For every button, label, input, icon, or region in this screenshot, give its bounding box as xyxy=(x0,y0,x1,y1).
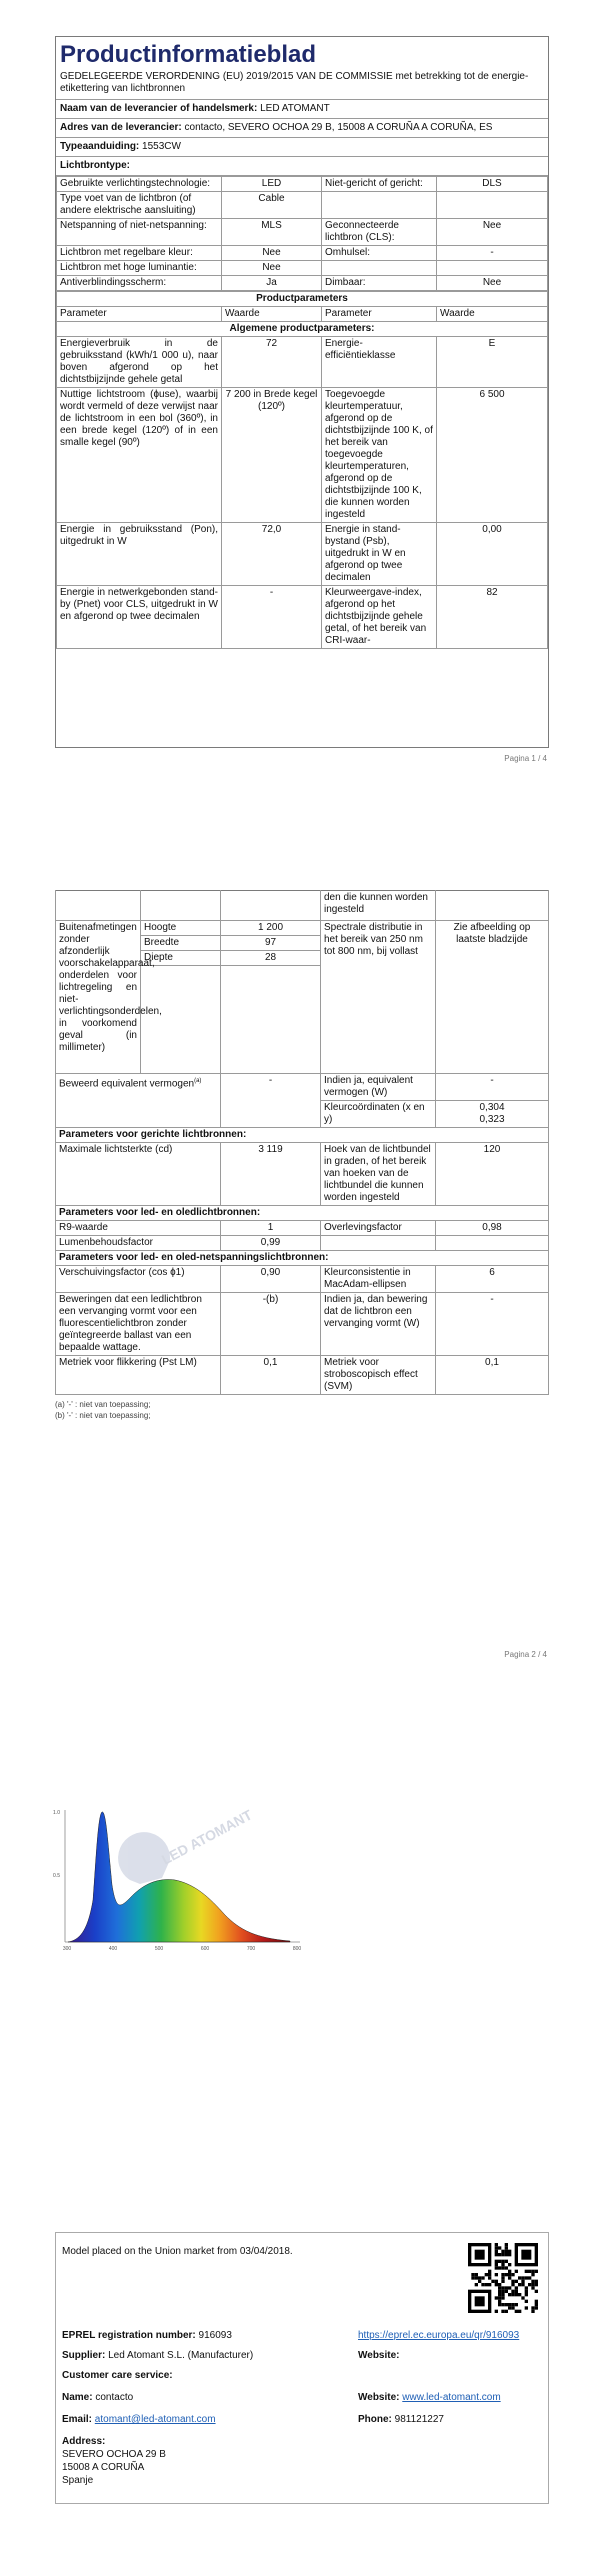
led-value-1: 0,98 xyxy=(436,1221,549,1236)
address-label-card: Address: xyxy=(62,2436,106,2447)
name-value: contacto xyxy=(95,2392,134,2403)
regulation-text: GEDELEGEERDE VERORDENING (EU) 2019/2015 VAN DE COMMISSIE met betrekking tot de energie-etikettering van lichtbronnen xyxy=(56,71,548,100)
footnotes xyxy=(55,1399,549,1421)
qr-code xyxy=(468,2243,538,2313)
net-value-1: 6 xyxy=(436,1266,549,1293)
general-cell: Energie in gebruiksstand (Pon), uitgedrukt in W xyxy=(57,523,222,586)
lightsource-cell: Niet-gericht of gericht: xyxy=(322,177,437,192)
general-cell: Energie-efficiëntieklasse xyxy=(322,337,437,388)
general-header: Algemene productparameters: xyxy=(57,322,548,337)
lightsource-cell: Nee xyxy=(437,276,548,291)
general-cell: 72,0 xyxy=(222,523,322,586)
lightsource-cell: DLS xyxy=(437,177,548,192)
net-param-3: Indien ja, dan bewering dat de lichtbron een vervanging vormt (W) xyxy=(321,1293,436,1356)
lightsource-row xyxy=(57,246,548,261)
equiv-label: Beweerd equivalent vermogen$^{(a)}$ xyxy=(56,1074,221,1128)
net-param-1: Kleurconsistentie in MacAdam-ellipsen xyxy=(321,1266,436,1293)
net-value-2: -(b) xyxy=(221,1293,321,1356)
lightsource-cell: LED xyxy=(222,177,322,192)
lightsource-row xyxy=(57,192,548,219)
spectral-value: Zie afbeelding op laatste bladzijde xyxy=(436,921,549,1074)
led-header: Parameters voor led- en oledlichtbronnen: xyxy=(56,1206,549,1221)
general-cell: Kleurweergave-index, afgerond op het dichtstbijzijnde gehele getal, of het bereik van CRI-waar- xyxy=(322,586,437,649)
dim-value-1: 97 xyxy=(221,936,321,951)
equiv-r-value: - xyxy=(436,1074,549,1101)
dir-value-1: 120 xyxy=(436,1143,549,1206)
x-tick-800: 800 xyxy=(292,1946,302,1952)
lightsource-header: Lichtbrontype: xyxy=(56,157,548,176)
col-header-waarde: Waarde xyxy=(222,307,322,322)
type-value: 1553CW xyxy=(142,141,181,152)
led-param-1: Overlevingsfactor xyxy=(321,1221,436,1236)
lightsource-cell: Nee xyxy=(222,246,322,261)
led-value-0: 1 xyxy=(221,1221,321,1236)
eprel-value: 916093 xyxy=(198,2330,232,2341)
general-row xyxy=(57,337,548,388)
website2-label: Website: xyxy=(358,2392,400,2403)
care-label: Customer care service: xyxy=(62,2370,173,2381)
net-header: Parameters voor led- en oled-netspanningslichtbronnen: xyxy=(56,1251,549,1266)
col-header-waarde-2: Waarde xyxy=(437,307,548,322)
lightsource-cell: Netspanning of niet-netspanning: xyxy=(57,219,222,246)
supplier-value: LED ATOMANT xyxy=(260,103,330,114)
general-cell: Energie in netwerkgebonden stand-by (Pnet) voor CLS, uitgedrukt in W en afgerond op twee decimalen xyxy=(57,586,222,649)
x-tick-400: 400 xyxy=(108,1946,118,1952)
dim-value-2: 28 xyxy=(221,951,321,966)
net-param-0: Verschuivingsfactor (cos ɸ1) xyxy=(56,1266,221,1293)
address-value: contacto, SEVERO OCHOA 29 B, 15008 A CORUÑA A CORUÑA, ES xyxy=(184,122,493,133)
directional-header: Parameters voor gerichte lichtbronnen: xyxy=(56,1128,549,1143)
continued-text: den die kunnen worden ingesteld xyxy=(321,891,436,921)
address-label: Adres van de leverancier: xyxy=(60,122,182,133)
lightsource-cell: Omhulsel: xyxy=(322,246,437,261)
lightsource-table xyxy=(56,176,548,291)
general-cell: E xyxy=(437,337,548,388)
led-value-2: 0,99 xyxy=(221,1236,321,1251)
x-tick-300: 300 xyxy=(62,1946,72,1952)
lightsource-cell: Gebruikte verlichtingstechnologie: xyxy=(57,177,222,192)
equiv-value: - xyxy=(221,1074,321,1128)
lightsource-cell xyxy=(322,192,437,219)
general-cell: 0,00 xyxy=(437,523,548,586)
general-cell: 7 200 in Brede kegel (120º) xyxy=(222,388,322,523)
equiv-r-label: Indien ja, equivalent vermogen (W) xyxy=(321,1074,436,1101)
supplier-row xyxy=(56,100,548,119)
lightsource-cell: Cable xyxy=(222,192,322,219)
net-param-4: Metriek voor flikkering (Pst LM) xyxy=(56,1356,221,1395)
net-value-4: 0,1 xyxy=(221,1356,321,1395)
col-header-parameter: Parameter xyxy=(57,307,222,322)
net-value-5: 0,1 xyxy=(436,1356,549,1395)
x-tick-500: 500 xyxy=(154,1946,164,1952)
supplier-label: Naam van de leverancier of handelsmerk: xyxy=(60,103,258,114)
lightsource-cell: Type voet van de lichtbron (of andere elektrische aansluiting) xyxy=(57,192,222,219)
address-block xyxy=(62,2435,166,2487)
type-label: Typeaanduiding: xyxy=(60,141,140,152)
phone-value: 981121227 xyxy=(394,2414,444,2425)
dim-label-2: Diepte xyxy=(141,951,221,966)
dim-label-1: Breedte xyxy=(141,936,221,951)
y-tick-1: 1.0 xyxy=(53,1810,60,1816)
address-row xyxy=(56,119,548,138)
coord-label: Kleurcoördinaten (x en y) xyxy=(321,1101,436,1128)
lightsource-cell: Ja xyxy=(222,276,322,291)
general-cell: 6 500 xyxy=(437,388,548,523)
page-number-2: Pagina 2 / 4 xyxy=(504,1650,547,1659)
phone-label: Phone: xyxy=(358,2414,392,2425)
website2-row xyxy=(358,2391,501,2404)
dir-param-1: Hoek van de lichtbundel in graden, of het bereik van hoeken van de lichtbundel die kunnen worden ingesteld xyxy=(321,1143,436,1206)
x-tick-600: 600 xyxy=(200,1946,210,1952)
footnote-a: (a) '-' : niet van toepassing; xyxy=(55,1400,151,1409)
general-cell: Nuttige lichtstroom (ɸuse), waarbij wordt vermeld of deze verwijst naar de lichtstroom in een bol (360º), in een brede kegel (120º) of in een smalle kegel (90º) xyxy=(57,388,222,523)
website-label: Website: xyxy=(358,2350,400,2361)
type-row xyxy=(56,138,548,157)
eprel-label: EPREL registration number: xyxy=(62,2330,196,2341)
spectrum-curve xyxy=(68,1812,290,1942)
card-supplier-value: Led Atomant S.L. (Manufacturer) xyxy=(108,2350,254,2361)
lightsource-cell: Nee xyxy=(222,261,322,276)
general-row xyxy=(57,523,548,586)
lightsource-cell xyxy=(437,261,548,276)
lightsource-cell: Nee xyxy=(437,219,548,246)
spectrum-chart xyxy=(0,1790,603,1960)
lightsource-cell: Lichtbron met hoge luminantie: xyxy=(57,261,222,276)
phone-row xyxy=(358,2413,444,2426)
dims-label: Buitenafmetingen zonder afzonderlijk voorschakelapparaat, onderdelen voor lichtregeling en niet-verlichtingsonderdelen, in voorkomend geval (in millimeter) xyxy=(56,921,141,1074)
lightsource-row xyxy=(57,261,548,276)
svg-text:LED ATOMANT: LED ATOMANT xyxy=(158,1806,255,1868)
y-tick-05: 0.5 xyxy=(53,1873,60,1879)
dim-value-0: 1 200 xyxy=(221,921,321,936)
dir-param-0: Maximale lichtsterkte (cd) xyxy=(56,1143,221,1206)
lightsource-cell xyxy=(322,261,437,276)
lightsource-cell: MLS xyxy=(222,219,322,246)
email-label: Email: xyxy=(62,2414,93,2425)
net-value-3: - xyxy=(436,1293,549,1356)
supplier-row-card xyxy=(62,2349,253,2362)
general-cell: Energie in stand-bystand (Psb), uitgedrukt in W en afgerond op twee decimalen xyxy=(322,523,437,586)
page-3-spectrum xyxy=(0,1790,603,1965)
name-row xyxy=(62,2391,133,2404)
led-param-0: R9-waarde xyxy=(56,1221,221,1236)
page2-table xyxy=(55,890,549,1395)
spectral-label: Spectrale distributie in het bereik van 250 nm tot 800 nm, bij vollast xyxy=(321,921,436,1074)
lightsource-cell: Dimbaar: xyxy=(322,276,437,291)
col-header-parameter-2: Parameter xyxy=(322,307,437,322)
dim-label-0: Hoogte xyxy=(141,921,221,936)
lightsource-row xyxy=(57,219,548,246)
page1-frame xyxy=(55,36,549,748)
net-param-2: Beweringen dat een ledlichtbron een vervanging vormt voor een fluorescentielichtbron zonder geïntegreerde ballast van een bepaalde wattage. xyxy=(56,1293,221,1356)
email-row xyxy=(62,2413,216,2426)
params-table xyxy=(56,291,548,649)
card-supplier-label: Supplier: xyxy=(62,2350,106,2361)
address-line-2: 15008 A CORUÑA xyxy=(62,2462,145,2473)
general-cell: 82 xyxy=(437,586,548,649)
eprel-card xyxy=(55,2232,549,2504)
led-param-2: Lumenbehoudsfactor xyxy=(56,1236,221,1251)
lightsource-cell: - xyxy=(437,246,548,261)
general-cell: - xyxy=(222,586,322,649)
placed-text: Model placed on the Union market from 03/04/2018. xyxy=(62,2246,293,2257)
lightsource-row xyxy=(57,276,548,291)
lightsource-cell xyxy=(437,192,548,219)
coord-values: 0,304 0,323 xyxy=(436,1101,549,1128)
address-line-3: Spanje xyxy=(62,2475,94,2486)
dir-value-0: 3 119 xyxy=(221,1143,321,1206)
footnote-b: (b) '-' : niet van toepassing; xyxy=(55,1411,151,1420)
address-line-1: SEVERO OCHOA 29 B xyxy=(62,2449,166,2460)
eprel-link[interactable]: https://eprel.ec.europa.eu/qr/916093 xyxy=(358,2330,520,2341)
net-value-0: 0,90 xyxy=(221,1266,321,1293)
page-title: Productinformatieblad xyxy=(60,41,317,68)
lightsource-cell: Lichtbron met regelbare kleur: xyxy=(57,246,222,261)
general-row xyxy=(57,586,548,649)
website-link[interactable]: www.led-atomant.com xyxy=(402,2392,501,2403)
email-link[interactable]: atomant@led-atomant.com xyxy=(94,2414,216,2425)
general-cell: Energieverbruik in de gebruiksstand (kWh/1 000 u), naar boven afgerond op het dichtstbijzijnde gehele getal xyxy=(57,337,222,388)
x-tick-700: 700 xyxy=(246,1946,256,1952)
lightsource-cell: Antiverblindingsscherm: xyxy=(57,276,222,291)
eprel-row xyxy=(62,2329,232,2342)
productparameters-header: Productparameters xyxy=(57,292,548,307)
general-cell: Toegevoegde kleurtemperatuur, afgerond op de dichtstbijzijnde 100 K, of het bereik van toegevoegde kleurtemperaturen, afgerond op de dichtstbijzijnde 100 K, die kunnen worden ingesteld xyxy=(322,388,437,523)
lightsource-cell: Geconnecteerde lichtbron (CLS): xyxy=(322,219,437,246)
net-param-5: Metriek voor stroboscopisch effect (SVM) xyxy=(321,1356,436,1395)
general-cell: 72 xyxy=(222,337,322,388)
lightsource-row xyxy=(57,177,548,192)
page-number-1: Pagina 1 / 4 xyxy=(504,754,547,763)
page2-frame xyxy=(55,890,549,1421)
general-row xyxy=(57,388,548,523)
name-label: Name: xyxy=(62,2392,93,2403)
watermark-logo xyxy=(118,1806,255,1884)
